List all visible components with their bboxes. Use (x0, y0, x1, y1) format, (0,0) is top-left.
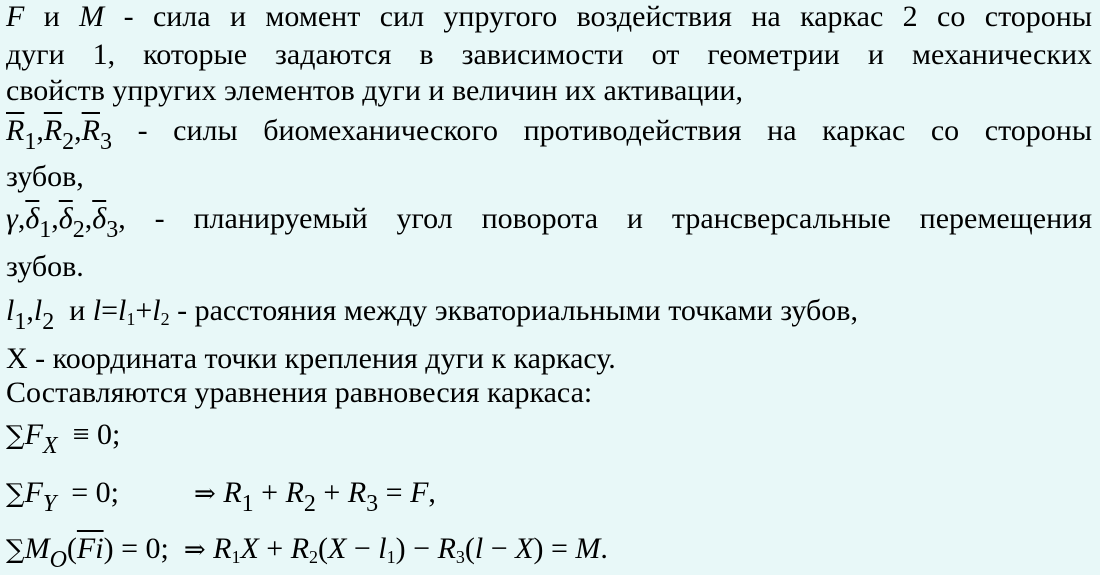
subscript: Y (42, 491, 57, 517)
comma: , (26, 294, 34, 327)
l-symbol: l (92, 294, 102, 327)
lhs-result: = 0; (121, 532, 169, 565)
plus: + (323, 476, 341, 509)
m-symbol: M (24, 532, 50, 565)
l-symbol: l (152, 294, 161, 327)
subscript: 3 (99, 129, 112, 155)
minus: − (353, 532, 371, 565)
subscript: 1 (14, 309, 27, 335)
l-symbol: l (118, 294, 127, 327)
paren: ( (318, 532, 329, 565)
subscript: 2 (309, 547, 319, 567)
sum-symbol: ∑ (6, 479, 25, 509)
definition-text: - расстояния между экваториальными точками зубов, (177, 294, 858, 327)
f-symbol: F (24, 476, 43, 509)
r-symbol: R (347, 476, 367, 509)
subscript: 1 (231, 547, 241, 567)
subscript: 2 (62, 129, 75, 155)
moment-m-symbol: $\overline{M}$ (79, 0, 105, 33)
equals: = (550, 532, 568, 565)
subscript: 2 (160, 309, 170, 329)
subscript: 1 (386, 547, 396, 567)
paren: ( (464, 532, 475, 565)
subscript: 3 (106, 217, 119, 243)
definition-f-m (6, 0, 1092, 34)
r-symbol: $\overline{R}$ (6, 114, 25, 147)
punctuation: . (600, 532, 608, 565)
l-symbol: l (33, 294, 43, 327)
f-symbol: F (24, 418, 43, 451)
paren: ) (103, 532, 114, 565)
minus: − (413, 532, 431, 565)
subscript: 2 (72, 217, 85, 243)
delta-symbol: $\overline{\delta}$ (58, 202, 73, 235)
plus: + (266, 532, 284, 565)
sum-symbol: ∑ (6, 421, 25, 451)
r-symbol: R (213, 532, 232, 565)
comma: , (17, 202, 26, 235)
paren: ) (533, 532, 544, 565)
r-symbol: R (290, 532, 310, 565)
comma: , (36, 114, 44, 147)
text-line: зубов, (6, 160, 84, 193)
gamma-symbol: γ (6, 202, 18, 235)
subscript: O (49, 547, 67, 573)
text-line: свойств упругих элементов дуги и величин их активации, (6, 74, 743, 107)
r-symbol: $\overline{R}$ (81, 114, 100, 147)
subscript: 1 (126, 309, 136, 329)
x-symbol: X (515, 532, 534, 565)
force-f-symbol: $\overline{F}$ (6, 0, 25, 33)
rhs: ≡ 0; (72, 418, 121, 451)
implies-arrow: ⇒ (183, 535, 206, 565)
r-symbols (6, 114, 112, 155)
l-symbol: l (378, 532, 387, 565)
text-line: Составляются уравнения равновесия каркаса: (6, 376, 593, 409)
plus: + (135, 294, 153, 327)
definition-text: - силы биомеханического противодействия на каркас со стороны (137, 114, 1093, 147)
equals: = (385, 476, 403, 509)
paren: ( (66, 532, 77, 565)
delta-symbol: $\overline{\delta}$ (25, 202, 40, 235)
l-sum-expression (93, 294, 170, 327)
definition-gamma-delta (6, 202, 1092, 243)
conjunction: и (69, 294, 86, 327)
equation-sum-mo (6, 532, 608, 573)
punctuation: , (428, 476, 436, 509)
comma: , (51, 202, 59, 235)
subscript: 2 (303, 491, 316, 517)
x-symbol: X (240, 532, 259, 565)
subscript: 1 (241, 491, 254, 517)
r-symbol: $\overline{R}$ (43, 114, 63, 147)
sum-symbol: ∑ (6, 535, 25, 565)
r-symbol: R (285, 476, 304, 509)
subscript: 1 (24, 129, 37, 155)
l-symbol: l (474, 532, 484, 565)
l-symbol: l (6, 294, 15, 327)
text-line: дуги 1, которые задаются в зависимости от геометрии и механических (6, 38, 1092, 71)
x-symbol: X (328, 532, 347, 565)
equation-sum-fy (6, 476, 436, 517)
subscript: 1 (39, 217, 52, 243)
lhs-result: = 0; (71, 476, 120, 509)
comma: , (74, 114, 82, 147)
m-symbol: M (575, 532, 601, 565)
comma: , (84, 202, 93, 235)
definition-text: - планируемый угол поворота и трансверсальные перемещения (154, 202, 1092, 235)
minus: − (490, 532, 508, 565)
comma: , (118, 202, 126, 235)
subscript: X (42, 433, 58, 459)
r-symbol: R (437, 532, 456, 565)
fi-symbol: $\overline{Fi}$ (76, 532, 104, 565)
text-line: зубов. (6, 250, 84, 283)
plus: + (261, 476, 279, 509)
text-line: X - координата точки крепления дуги к каркасу. (6, 342, 616, 375)
equals: = (101, 294, 119, 327)
delta-symbol: $\overline{\delta}$ (92, 202, 107, 235)
definition-text: - сила и момент сил упругого воздействия на каркас 2 со стороны (123, 0, 1093, 33)
r-symbol: R (223, 476, 242, 509)
paren: ) (395, 532, 406, 565)
definition-l (6, 294, 858, 335)
definition-r (6, 114, 1093, 155)
implies-arrow: ⇒ (194, 479, 216, 509)
f-symbol: F (410, 476, 429, 509)
subscript: 2 (42, 309, 55, 335)
conjunction: и (43, 0, 60, 33)
subscript: 3 (366, 491, 379, 517)
subscript: 3 (455, 547, 465, 567)
equation-sum-fx (6, 418, 121, 459)
gamma-delta-symbols (6, 202, 126, 243)
